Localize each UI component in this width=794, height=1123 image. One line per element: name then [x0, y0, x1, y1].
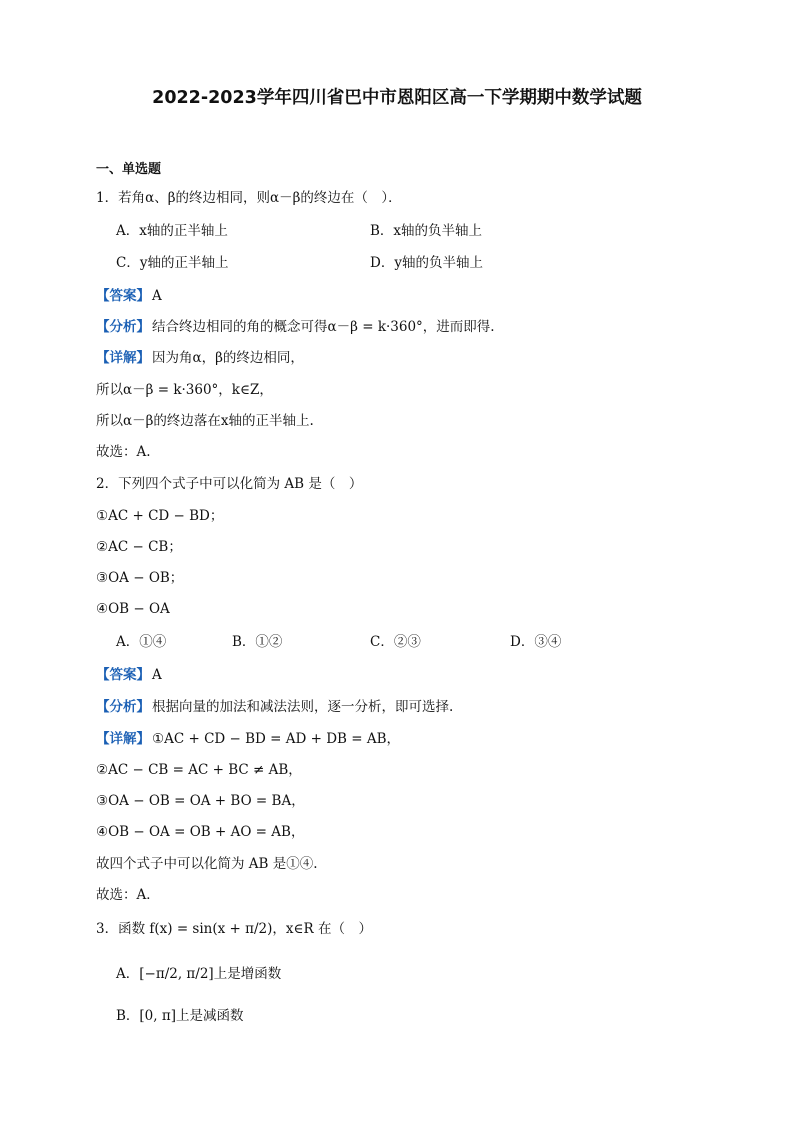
section-heading: 一、单选题: [96, 162, 162, 177]
q3-option-a: A．[−π/2, π/2]上是增函数: [116, 966, 282, 982]
q2-option-b: B．①②: [232, 634, 283, 650]
q1-detail-line2: 所以α－β = k·360°，k∈Z，: [96, 382, 273, 398]
q1-analysis: [96, 317, 495, 337]
q2-detail-1: [96, 729, 400, 749]
answer-tag: 【答案】: [96, 288, 150, 304]
detail-tag: 【详解】: [96, 350, 150, 366]
q2-detail-3: ③OA − OB = OA + BO = BA，: [96, 793, 305, 809]
page-title: 2022-2023学年四川省巴中市恩阳区高一下学期期中数学试题: [152, 88, 642, 108]
answer-tag: 【答案】: [96, 667, 150, 683]
answer-value: A: [152, 288, 162, 304]
q3-option-b: B．[0, π]上是减函数: [116, 1008, 244, 1024]
analysis-text: 根据向量的加法和减法法则，逐一分析，即可选择.: [152, 699, 454, 715]
q2-item-2: ②AC − CB；: [96, 539, 182, 555]
analysis-tag: 【分析】: [96, 699, 150, 715]
q2-item-3: ③OA − OB；: [96, 570, 184, 586]
analysis-text: 结合终边相同的角的概念可得α－β = k·360°，进而即得.: [152, 319, 495, 335]
q2-analysis: [96, 697, 453, 717]
q2-choose: 故选：A．: [96, 887, 160, 903]
q1-option-a: A．x轴的正半轴上: [116, 223, 228, 239]
detail-text: ①AC + CD − BD = AD + DB = AB，: [152, 731, 401, 747]
q2-option-c: C．②③: [370, 634, 421, 650]
q2-option-d: D．③④: [510, 634, 562, 650]
answer-value: A: [152, 667, 162, 683]
q1-option-d: D．y轴的负半轴上: [370, 255, 483, 271]
analysis-tag: 【分析】: [96, 319, 150, 335]
q2-conclusion: 故四个式子中可以化简为 AB 是①④.: [96, 856, 318, 872]
detail-tag: 【详解】: [96, 731, 150, 747]
q2-detail-2: ②AC − CB = AC + BC ≠ AB，: [96, 762, 302, 778]
q1-answer: [96, 286, 162, 306]
q1-detail: [96, 348, 304, 368]
q2-item-4: ④OB − OA: [96, 601, 170, 617]
q2-option-a: A．①④: [116, 634, 167, 650]
q1-detail-line3: 所以α－β的终边落在x轴的正半轴上.: [96, 413, 314, 429]
q2-item-1: ①AC + CD − BD；: [96, 508, 224, 524]
q2-answer: [96, 665, 162, 685]
q2-stem: 2．下列四个式子中可以化简为 AB 是（ ）: [96, 476, 363, 492]
q1-option-c: C．y轴的正半轴上: [116, 255, 229, 271]
detail-text: 因为角α，β的终边相同，: [152, 350, 304, 366]
q1-choose: 故选：A.: [96, 444, 151, 460]
q1-stem: 1．若角α、β的终边相同，则α－β的终边在（ ）．: [96, 190, 402, 206]
q2-detail-4: ④OB − OA = OB + AO = AB，: [96, 824, 305, 840]
q3-stem: 3．函数 f(x) = sin(x + π/2)，x∈R 在（ ）: [96, 921, 372, 937]
q1-option-b: B．x轴的负半轴上: [370, 223, 483, 239]
